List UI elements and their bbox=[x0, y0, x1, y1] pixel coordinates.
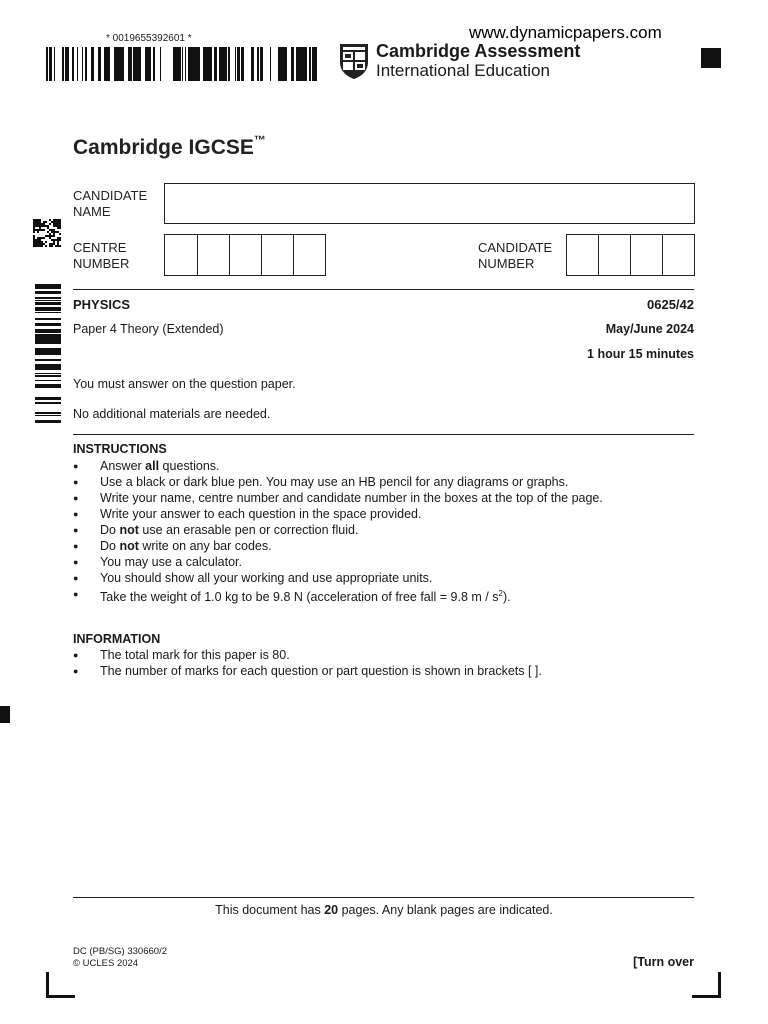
cambridge-logo bbox=[338, 42, 580, 80]
divider bbox=[73, 434, 694, 435]
digit-divider bbox=[229, 235, 230, 275]
digit-divider bbox=[598, 235, 599, 275]
logo-line-1: Cambridge Assessment bbox=[376, 41, 581, 61]
qr-code bbox=[33, 219, 61, 247]
exam-session: May/June 2024 bbox=[605, 322, 694, 336]
syllabus-code: 0625/42 bbox=[647, 297, 694, 312]
copyright: © UCLES 2024 bbox=[73, 958, 139, 969]
centre-label-1: CENTRE bbox=[73, 240, 127, 255]
instruction-item: ● Use a black or dark blue pen. You may use an HB pencil for any diagrams or graphs. bbox=[73, 474, 603, 490]
divider bbox=[73, 289, 694, 290]
instructions-list bbox=[73, 458, 603, 605]
candidate-number-field[interactable] bbox=[566, 234, 695, 276]
information-item: ● The total mark for this paper is 80. bbox=[73, 647, 542, 663]
page-title bbox=[73, 135, 266, 160]
instruction-item: ● You may use a calculator. bbox=[73, 554, 603, 570]
instructions-heading: INSTRUCTIONS bbox=[73, 442, 167, 456]
centre-number-field[interactable] bbox=[164, 234, 326, 276]
crop-mark bbox=[692, 995, 721, 998]
centre-label-2: NUMBER bbox=[73, 256, 130, 271]
barcode-number: * 0019655392601 * bbox=[106, 33, 192, 44]
crest-icon bbox=[338, 42, 370, 80]
digit-divider bbox=[630, 235, 631, 275]
information-list bbox=[73, 647, 542, 679]
title-text: Cambridge IGCSE bbox=[73, 136, 254, 159]
candidate-number-label-1: CANDIDATE bbox=[478, 240, 553, 255]
instruction-item: ● Answer all questions. bbox=[73, 458, 603, 474]
trademark: ™ bbox=[253, 133, 266, 147]
document-meta bbox=[73, 946, 167, 970]
logo-line-2: International Education bbox=[376, 61, 550, 80]
digit-divider bbox=[197, 235, 198, 275]
instruction-item: ● Take the weight of 1.0 kg to be 9.8 N (acceleration of free fall = 9.8 m / $s^2$). bbox=[73, 586, 603, 602]
candidate-name-label-2: NAME bbox=[73, 204, 111, 219]
materials-note-1: You must answer on the question paper. bbox=[73, 377, 296, 391]
page-count-note: This document has 20 pages. Any blank pages are indicated. bbox=[215, 903, 553, 917]
instruction-item: ● You should show all your working and use appropriate units. bbox=[73, 570, 603, 586]
barcode bbox=[46, 47, 320, 81]
digit-divider bbox=[662, 235, 663, 275]
turn-over: [Turn over bbox=[633, 955, 694, 969]
registration-mark bbox=[701, 48, 721, 68]
materials-note-2: No additional materials are needed. bbox=[73, 407, 271, 421]
instruction-item: ● Do not write on any bar codes. bbox=[73, 538, 603, 554]
candidate-number-label bbox=[478, 240, 552, 272]
subject: PHYSICS bbox=[73, 297, 131, 312]
footer-divider bbox=[73, 897, 694, 898]
side-barcode bbox=[29, 284, 61, 424]
instruction-item: ● Do not use an erasable pen or correction fluid. bbox=[73, 522, 603, 538]
registration-mark-left bbox=[0, 706, 10, 723]
digit-divider bbox=[293, 235, 294, 275]
candidate-name-label-1: CANDIDATE bbox=[73, 188, 148, 203]
digit-divider bbox=[261, 235, 262, 275]
document-code: DC (PB/SG) 330660/2 bbox=[73, 946, 167, 957]
crop-mark bbox=[46, 995, 75, 998]
candidate-name-field[interactable] bbox=[164, 183, 695, 224]
information-item: ● The number of marks for each question or part question is shown in brackets [ ]. bbox=[73, 663, 542, 679]
website-url: www.dynamicpapers.com bbox=[469, 23, 662, 42]
instruction-item: ● Write your answer to each question in the space provided. bbox=[73, 506, 603, 522]
exam-duration: 1 hour 15 minutes bbox=[587, 347, 694, 361]
paper-title: Paper 4 Theory (Extended) bbox=[73, 322, 224, 336]
candidate-name-label bbox=[73, 188, 147, 220]
candidate-number-label-2: NUMBER bbox=[478, 256, 535, 271]
centre-number-label bbox=[73, 240, 129, 272]
instruction-item: ● Write your name, centre number and candidate number in the boxes at the top of the page. bbox=[73, 490, 603, 506]
information-heading: INFORMATION bbox=[73, 632, 161, 646]
